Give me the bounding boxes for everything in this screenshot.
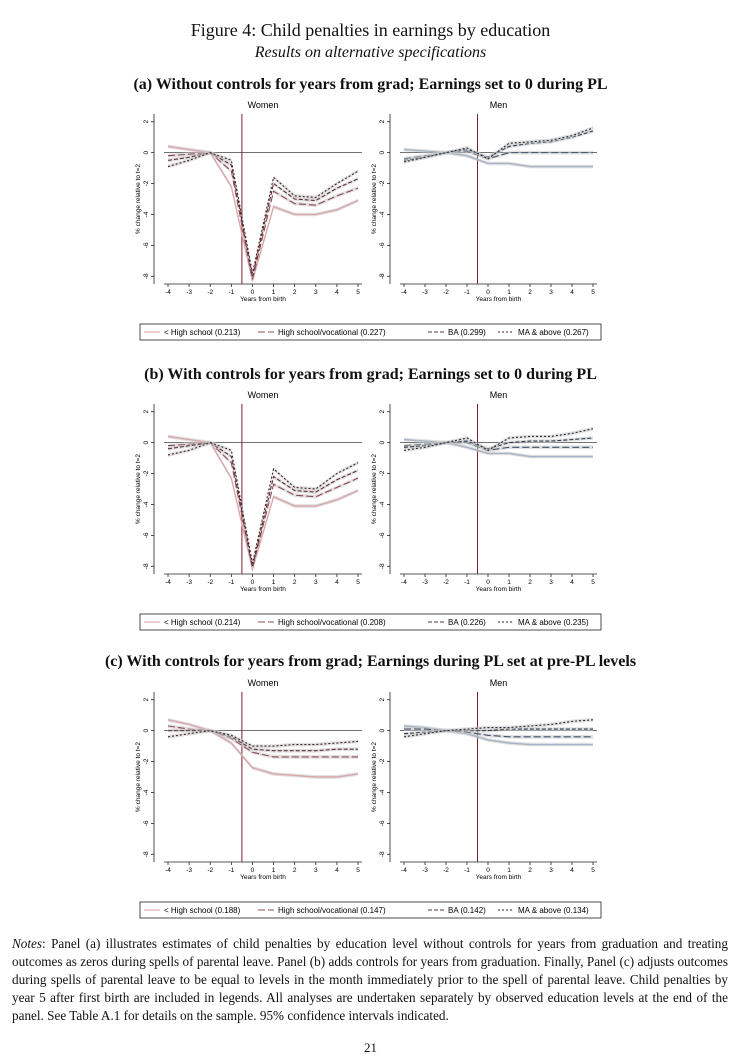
notes-label: Notes [12,936,43,951]
panel-c-legend-label: High school/vocational (0.147) [278,906,386,915]
panel-b-title: (b) With controls for years from grad; Earnings set to 0 during PL [144,366,597,383]
panel-c-women-x-tick-label: -1 [228,867,235,874]
panel-c-men-x-tick-label: 2 [528,867,532,874]
panel-c-title: (c) With controls for years from grad; Earnings during PL set at pre-PL levels [104,653,637,670]
panel-a-women-x-tick-label: 3 [313,289,318,296]
panel-c-legend-label: < High school (0.188) [164,906,241,915]
panel-b-women-x-tick-label: 4 [335,579,339,586]
panel-b-men-x-tick-label: 0 [486,579,490,586]
panel-a-legend-label: < High school (0.213) [164,328,241,337]
panel-a-women-y-tick-label: -2 [143,180,150,187]
panel-a-women-x-tick-label: 4 [335,289,339,296]
panel-a-men-y-tick-label: -4 [379,211,386,218]
panel-c-women-x-tick-label: 1 [271,867,276,874]
figure-notes [12,935,728,1025]
panel-b-women-y-tick-label: -2 [143,470,150,477]
panel-a-title: (a) Without controls for years from grad; Earnings set to 0 during PL [133,76,608,93]
panel-a-women-y-label: % change relative to t=2 [135,164,142,234]
panel-c-men-y-tick-label: -8 [379,851,386,858]
panel-a-men-x-tick-label: 4 [570,289,574,296]
panel-a-women-x-tick-label: -3 [186,289,193,296]
panel-c-men-x-tick-label: -1 [464,867,470,874]
panel-c-women-x-tick-label: 3 [313,867,318,874]
panel-c-men-x-tick-label: 0 [486,867,490,874]
panel-a-women-y-tick-label: -4 [143,211,150,218]
panel-c-women-y-tick-label: -6 [143,820,150,827]
panel-c-women-x-tick-label: 0 [250,867,255,874]
panel-a-men-y-tick-label: -6 [379,242,386,249]
panel-b-legend-label: High school/vocational (0.208) [278,618,386,627]
panel-b-women-x-label: Years from birth [240,586,286,593]
panel-c-women-series-line [168,731,358,746]
panel-b-legend-label: < High school (0.214) [164,618,241,627]
panel-c-women-y-tick-label: 2 [143,697,150,702]
panel-b-men-y-tick-label: -2 [379,470,386,477]
panel-c-men-y-tick-label: -4 [379,789,386,796]
panel-a-men-ci-band [404,126,593,164]
panel-a-women-ci-band [168,145,358,283]
panel-c-legend-label: BA (0.142) [448,906,486,915]
panel-b-women-x-tick-label: -4 [165,579,171,586]
panel-a-legend [140,324,601,340]
panel-c-women-y-label: % change relative to t=2 [135,742,142,812]
panel-c-women-title: Women [247,678,279,688]
panel-c-women-y-tick-label: 0 [143,728,150,733]
panel-c-women-x-tick-label: -4 [165,867,171,874]
panel-b-men-y-tick-label: 0 [379,440,386,445]
panel-b-women-series-line [168,443,358,567]
panel-a-men-x-tick-label: -1 [464,289,470,296]
panel-c-legend [140,902,601,918]
panel-a-men-x-tick-label: 3 [549,289,553,296]
panel-a-women-x-tick-label: 0 [250,289,255,296]
panel-a-men-y-tick-label: 2 [379,119,386,124]
page-number: 21 [364,1040,377,1055]
panel-b-women-x-tick-label: -1 [228,579,235,586]
panel-b-men-x-tick-label: -3 [422,579,428,586]
panel-b-men-x-label: Years from birth [475,586,522,593]
panel-b-chart [0,388,741,636]
panel-c-women-x-label: Years from birth [240,874,286,881]
panel-a-chart [0,98,741,346]
panel-a-legend-label: BA (0.299) [448,328,486,337]
panel-b-men-x-tick-label: -2 [443,579,449,586]
panel-b-women-y-tick-label: -6 [143,532,150,539]
panel-b-men-y-label: % change relative to t=2 [371,454,378,524]
panel-b-women-x-tick-label: -2 [207,579,214,586]
figure-subtitle: Results on alternative specifications [254,44,487,61]
panel-a-women-y-tick-label: -6 [143,242,150,249]
panel-b-men-y-tick-label: -8 [379,563,386,570]
panel-b-men-x-tick-label: 2 [528,579,532,586]
panel-b-women-y-tick-label: 0 [143,440,150,445]
panel-b-legend [140,614,601,630]
panel-a-men-y-tick-label: 0 [379,150,386,155]
panel-c-men-y-tick-label: -6 [379,820,386,827]
panel-a-women-x-tick-label: 2 [292,289,297,296]
panel-a-men-y-tick-label: -8 [379,273,386,280]
panel-c-women-x-tick-label: 4 [335,867,339,874]
panel-b-women-x-tick-label: 2 [292,579,297,586]
panel-b-women-y-tick-label: 2 [143,409,150,414]
panel-c-men-x-label: Years from birth [475,874,522,881]
panel-b-women-ci-band [168,435,358,572]
figure-title: Figure 4: Child penalties in earnings by education [190,20,551,40]
panel-b-women-x-tick-label: 1 [271,579,276,586]
panel-a-women-series-line [168,153,358,277]
panel-c-women-y-tick-label: -4 [143,789,150,796]
panel-b-women-y-tick-label: -4 [143,501,150,508]
notes-text: : Panel (a) illustrates estimates of child penalties by education level without controls for years from graduation and treating outcomes as zeros during spells of parental leave. Panel (b) adds controls for years from graduation. Finally, Panel (c) adjusts outcomes during spells of parental leave to be equal to levels in the month immediately prior to the spell of parental leave. Child penalties by year 5 after first birth are included in legends. All analyses are undertaken separately by observed education levels at the end of the panel. See Table A.1 for details on the sample. 95% confidence intervals indicated. [12,936,728,1023]
panel-a-men-x-tick-label: 0 [486,289,490,296]
panel-c-men-y-label: % change relative to t=2 [371,742,378,812]
panel-b-women-y-tick-label: -8 [143,563,150,570]
panel-b-men-x-tick-label: 5 [591,579,595,586]
panel-a-men-x-tick-label: -3 [422,289,428,296]
panel-a-women-series-line [168,153,358,280]
panel-b-women-y-label: % change relative to t=2 [135,454,142,524]
panel-b-women-title: Women [247,390,279,400]
panel-c-legend-label: MA & above (0.134) [518,906,589,915]
panel-b-women-plot [135,390,362,593]
panel-a-women-x-tick-label: -2 [207,289,214,296]
panel-b-men-x-tick-label: -4 [401,579,407,586]
panel-b-legend-label: BA (0.226) [448,618,486,627]
panel-b-men-x-tick-label: 4 [570,579,574,586]
panel-c-women-ci-band [168,729,358,748]
panel-c-women-x-tick-label: -3 [186,867,193,874]
panel-c-women-x-tick-label: -2 [207,867,214,874]
panel-a-women-y-tick-label: 2 [143,119,150,124]
panel-a-women-x-tick-label: -4 [165,289,171,296]
panel-c-men-x-tick-label: 4 [570,867,574,874]
panel-a-men-x-tick-label: 5 [591,289,595,296]
panel-a-men-x-label: Years from birth [475,296,522,303]
panel-c-men-title: Men [489,678,508,688]
panel-a-women-x-label: Years from birth [240,296,286,303]
panel-b-women-ci-band [168,441,358,570]
panel-b-women-x-tick-label: -3 [186,579,193,586]
panel-a-legend-label: MA & above (0.267) [518,328,589,337]
panel-a-women-title: Women [247,100,279,110]
panel-b-men-x-tick-label: 1 [507,579,511,586]
panel-b-men-y-tick-label: 2 [379,409,386,414]
panel-a-men-x-tick-label: -4 [401,289,407,296]
panel-b-men-y-tick-label: -4 [379,501,386,508]
panel-b-women-x-tick-label: 5 [356,579,360,586]
panel-c-women-x-tick-label: 5 [356,867,360,874]
panel-c-men-x-tick-label: 3 [549,867,553,874]
panel-a-women-plot [135,100,362,303]
panel-a-women-x-tick-label: 1 [271,289,276,296]
panel-c-women-plot [135,678,362,881]
panel-c-men-x-tick-label: 5 [591,867,595,874]
panel-b-men-x-tick-label: 3 [549,579,553,586]
panel-a-men-plot [371,100,597,303]
panel-b-men-x-tick-label: -1 [464,579,470,586]
panel-b-legend-label: MA & above (0.235) [518,618,589,627]
panel-a-legend-label: High school/vocational (0.227) [278,328,386,337]
panel-a-women-ci-band [168,151,358,278]
panel-a-women-x-tick-label: 5 [356,289,360,296]
panel-c-men-x-tick-label: -3 [422,867,428,874]
panel-c-men-plot [371,678,597,881]
panel-a-women-ci-band [168,151,358,281]
panel-b-men-plot [371,390,597,593]
panel-c-women-y-tick-label: -2 [143,758,150,765]
panel-a-women-x-tick-label: -1 [228,289,235,296]
panel-c-men-y-tick-label: -2 [379,758,386,765]
panel-b-men-y-tick-label: -6 [379,532,386,539]
panel-c-men-y-tick-label: 0 [379,728,386,733]
panel-c-men-x-tick-label: -2 [443,867,449,874]
panel-b-men-title: Men [489,390,508,400]
panel-a-men-x-tick-label: 1 [507,289,511,296]
panel-a-women-y-tick-label: 0 [143,150,150,155]
panel-b-women-series-line [168,443,358,568]
panel-a-men-x-tick-label: -2 [443,289,449,296]
panel-c-chart [0,676,741,924]
panel-a-women-series-line [168,146,358,280]
panel-c-women-y-tick-label: -8 [143,851,150,858]
panel-a-men-y-label: % change relative to t=2 [371,164,378,234]
panel-a-men-x-tick-label: 2 [528,289,532,296]
panel-c-men-x-tick-label: 1 [507,867,511,874]
panel-b-women-ci-band [168,441,358,568]
panel-c-women-x-tick-label: 2 [292,867,297,874]
panel-c-men-x-tick-label: -4 [401,867,407,874]
panel-a-women-y-tick-label: -8 [143,273,150,280]
panel-c-men-y-tick-label: 2 [379,697,386,702]
panel-a-men-title: Men [489,100,508,110]
panel-b-women-x-tick-label: 3 [313,579,318,586]
panel-b-women-x-tick-label: 0 [250,579,255,586]
panel-a-men-y-tick-label: -2 [379,180,386,187]
